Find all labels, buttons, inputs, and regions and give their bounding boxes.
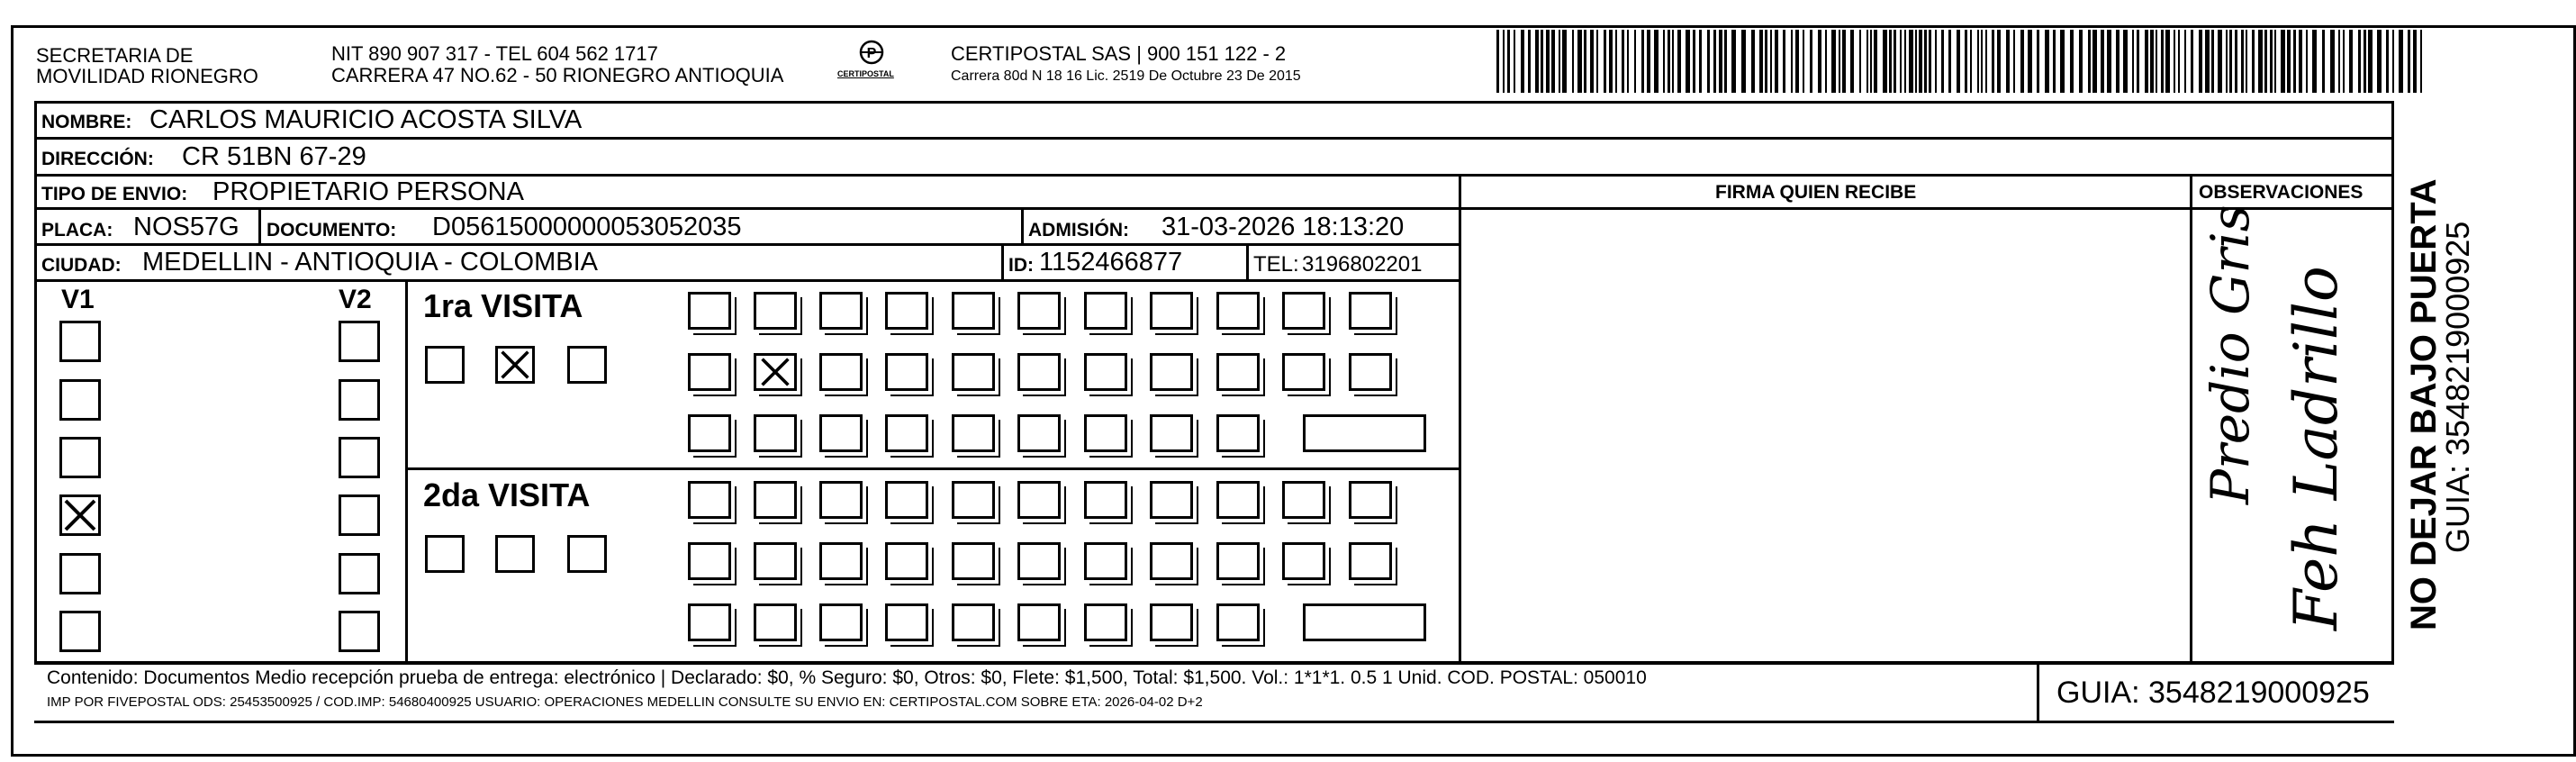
day-box[interactable] <box>1216 414 1260 452</box>
observations-column-divider <box>2190 174 2192 661</box>
admision-label: ADMISIÓN: <box>1028 220 1129 240</box>
barcode-bar <box>2088 30 2091 93</box>
barcode-bar <box>2174 30 2175 93</box>
month-checkbox[interactable] <box>425 535 465 573</box>
ciudad-label: CIUDAD: <box>41 255 122 276</box>
documento-value: D05615000000053052035 <box>432 213 742 241</box>
v1-label: V1 <box>61 285 95 314</box>
month-checkbox[interactable] <box>495 346 535 384</box>
day-box[interactable] <box>754 603 797 641</box>
header-company: CERTIPOSTAL SAS | 900 151 122 - 2 <box>951 42 1287 65</box>
observation-handwriting-2: Feh Ladrillo <box>2282 266 2351 630</box>
barcode-bar <box>2070 30 2074 93</box>
day-box[interactable] <box>885 481 928 519</box>
day-box[interactable] <box>819 481 863 519</box>
day-box[interactable] <box>688 603 731 641</box>
barcode-bar <box>1503 30 1505 93</box>
barcode-bar <box>2165 30 2170 93</box>
barcode-bar <box>1741 30 1746 93</box>
day-box[interactable] <box>1150 353 1193 391</box>
barcode-bar <box>1870 30 1872 93</box>
barcode-bar <box>2364 30 2366 93</box>
barcode-bar <box>1970 30 1972 93</box>
tel-label: TEL: <box>1253 252 1299 277</box>
barcode-bar <box>1751 30 1755 93</box>
id-label: ID: <box>1008 255 1034 276</box>
barcode-bar <box>1791 30 1793 93</box>
barcode-bar <box>2107 30 2111 93</box>
barcode-bar <box>1596 30 1598 93</box>
barcode-bar <box>1935 30 1937 93</box>
month-checkbox[interactable] <box>567 346 607 384</box>
barcode-bar <box>2116 30 2120 93</box>
barcode-bar <box>2408 30 2410 93</box>
barcode-bar <box>2293 30 2296 93</box>
barcode-bar <box>1577 30 1582 93</box>
barcode-bar <box>1965 30 1967 93</box>
barcode-bar <box>1731 30 1736 93</box>
day-box[interactable] <box>1216 353 1260 391</box>
day-box[interactable] <box>885 542 928 580</box>
observations-label: OBSERVACIONES <box>2199 182 2364 203</box>
barcode-bar <box>1584 30 1586 93</box>
visit-divider-horizontal <box>405 467 1459 470</box>
barcode-bar <box>1859 30 1861 93</box>
row-divider <box>34 137 2394 140</box>
day-box[interactable] <box>1084 414 1127 452</box>
time-box[interactable] <box>1303 414 1426 452</box>
barcode-bar <box>1507 30 1510 93</box>
strike-x-icon <box>756 356 794 388</box>
day-box[interactable] <box>754 292 797 330</box>
day-box[interactable] <box>688 353 731 391</box>
barcode-bar <box>1783 30 1785 93</box>
barcode-bar <box>1663 30 1665 93</box>
barcode-bar <box>2274 30 2276 93</box>
barcode-bar <box>1707 30 1710 93</box>
status-v2-checkbox[interactable] <box>339 494 380 536</box>
day-box[interactable] <box>1282 353 1325 391</box>
barcode-bar <box>1514 30 1515 93</box>
day-box[interactable] <box>1216 481 1260 519</box>
footer-line1: Contenido: Documentos Medio recepción prueba de entrega: electrónico | Declarado: $0, % Seguro: $0, Otros: $0, Flete: $1,500, Total: $1,500. Vol.: 1*1*1. 0.5 1 Unid. COD. POSTAL: 050010 <box>47 667 1647 688</box>
barcode-bar <box>2420 30 2422 93</box>
barcode <box>1496 30 2431 93</box>
certipostal-logo-icon <box>836 40 908 86</box>
barcode-bar <box>2178 30 2180 93</box>
barcode-bar <box>1941 30 1944 93</box>
barcode-bar <box>2037 30 2039 93</box>
barcode-bar <box>2306 30 2308 93</box>
tel-value: 3196802201 <box>1302 252 1423 277</box>
direccion-value: CR 51BN 67-29 <box>182 142 366 171</box>
side-guia: GUIA: 3548219000925 <box>2439 221 2476 553</box>
barcode-bar <box>1699 30 1702 93</box>
barcode-bar <box>2028 30 2032 93</box>
status-v2-checkbox[interactable] <box>339 379 380 421</box>
barcode-bar <box>2132 30 2134 93</box>
day-box[interactable] <box>1349 481 1392 519</box>
day-box[interactable] <box>1282 481 1325 519</box>
barcode-bar <box>2145 30 2148 93</box>
barcode-bar <box>1924 30 1927 93</box>
day-box[interactable] <box>1216 603 1260 641</box>
day-box[interactable] <box>688 414 731 452</box>
day-box[interactable] <box>1084 603 1127 641</box>
day-box[interactable] <box>1084 353 1127 391</box>
barcode-bar <box>1668 30 1670 93</box>
barcode-bar <box>2156 30 2157 93</box>
placa-value: NOS57G <box>133 213 240 241</box>
row-divider <box>34 207 1459 210</box>
barcode-bar <box>1842 30 1846 93</box>
barcode-bar <box>2330 30 2335 93</box>
barcode-bar <box>2191 30 2193 93</box>
barcode-bar <box>1546 30 1550 93</box>
day-box[interactable] <box>819 353 863 391</box>
barcode-bar <box>1609 30 1613 93</box>
barcode-bar <box>1909 30 1913 93</box>
day-box[interactable] <box>885 603 928 641</box>
barcode-bar <box>1521 30 1524 93</box>
barcode-bar <box>2092 30 2097 93</box>
barcode-bar <box>1904 30 1906 93</box>
barcode-bar <box>2281 30 2285 93</box>
day-box[interactable] <box>688 481 731 519</box>
barcode-bar <box>1818 30 1821 93</box>
barcode-bar <box>2358 30 2361 93</box>
ciudad-value: MEDELLIN - ANTIOQUIA - COLOMBIA <box>142 248 598 277</box>
barcode-bar <box>1894 30 1896 93</box>
form-bottom-line <box>34 721 2394 723</box>
day-box[interactable] <box>688 542 731 580</box>
visit1-title: 1ra VISITA <box>423 287 583 324</box>
svg-text:P: P <box>866 46 877 61</box>
barcode-bar <box>1831 30 1836 93</box>
day-box[interactable] <box>1017 292 1061 330</box>
barcode-bar <box>2150 30 2154 93</box>
barcode-bar <box>2349 30 2353 93</box>
visit-divider-vertical <box>405 279 408 661</box>
barcode-bar <box>2101 30 2104 93</box>
day-box[interactable] <box>952 542 995 580</box>
day-box[interactable] <box>819 542 863 580</box>
barcode-bar <box>2123 30 2128 93</box>
barcode-bar <box>1929 30 1931 93</box>
day-box[interactable] <box>952 353 995 391</box>
barcode-bar <box>1883 30 1887 93</box>
barcode-bar <box>2020 30 2024 93</box>
day-box[interactable] <box>1282 292 1325 330</box>
barcode-bar <box>2246 30 2247 93</box>
day-box[interactable] <box>819 603 863 641</box>
barcode-bar <box>1686 30 1690 93</box>
day-box[interactable] <box>1150 481 1193 519</box>
day-box[interactable] <box>1349 292 1392 330</box>
status-v1-checkbox[interactable] <box>59 379 101 421</box>
day-box[interactable] <box>1084 542 1127 580</box>
day-box[interactable] <box>952 292 995 330</box>
barcode-bar <box>1672 30 1674 93</box>
barcode-bar <box>1889 30 1892 93</box>
day-box[interactable] <box>1349 353 1392 391</box>
barcode-bar <box>1981 30 1983 93</box>
observation-handwriting-1: Predio Gris <box>2200 204 2261 504</box>
barcode-bar <box>2258 30 2263 93</box>
barcode-bar <box>1724 30 1727 93</box>
placa-label: PLACA: <box>41 220 113 240</box>
barcode-bar <box>2264 30 2267 93</box>
day-box[interactable] <box>754 414 797 452</box>
checked-x-icon <box>498 349 532 381</box>
day-box[interactable] <box>952 481 995 519</box>
day-box[interactable] <box>1017 481 1061 519</box>
certipostal-logo <box>836 40 908 86</box>
barcode-bar <box>2270 30 2273 93</box>
row-divider <box>34 279 1459 282</box>
v2-label: V2 <box>339 285 372 314</box>
barcode-bar <box>2079 30 2083 93</box>
barcode-bar <box>1957 30 1960 93</box>
barcode-bar <box>1590 30 1594 93</box>
header-company-sub: Carrera 80d N 18 16 Lic. 2519 De Octubre 23 De 2015 <box>951 68 1301 84</box>
day-box[interactable] <box>754 542 797 580</box>
cell-divider <box>1001 243 1004 279</box>
barcode-bar <box>1795 30 1799 93</box>
barcode-bar <box>1825 30 1827 93</box>
cell-divider <box>1021 207 1024 243</box>
header-nit: NIT 890 907 317 - TEL 604 562 1717 <box>331 42 658 65</box>
barcode-bar <box>1535 30 1539 93</box>
barcode-bar <box>2218 30 2222 93</box>
barcode-bar <box>2184 30 2186 93</box>
barcode-bar <box>1693 30 1695 93</box>
barcode-bar <box>1627 30 1629 93</box>
barcode-bar <box>2386 30 2389 93</box>
barcode-graphic <box>1496 30 2431 93</box>
header-entity-line1: SECRETARIA DE <box>36 44 194 67</box>
barcode-bar <box>1948 30 1951 93</box>
barcode-bar <box>1641 30 1644 93</box>
nombre-value: CARLOS MAURICIO ACOSTA SILVA <box>149 105 583 134</box>
barcode-bar <box>1992 30 1994 93</box>
barcode-bar <box>1850 30 1854 93</box>
barcode-bar <box>1770 30 1772 93</box>
status-v1-checkbox[interactable] <box>59 553 101 594</box>
barcode-bar <box>2312 30 2317 93</box>
day-box[interactable] <box>819 292 863 330</box>
barcode-bar <box>1765 30 1767 93</box>
barcode-bar <box>2053 30 2056 93</box>
status-v1-checkbox[interactable] <box>59 437 101 478</box>
header-address: CARRERA 47 NO.62 - 50 RIONEGRO ANTIOQUIA <box>331 64 784 86</box>
visit2-title: 2da VISITA <box>423 476 591 513</box>
barcode-bar <box>1874 30 1877 93</box>
barcode-bar <box>1839 30 1840 93</box>
day-box[interactable] <box>1150 414 1193 452</box>
barcode-bar <box>1559 30 1560 93</box>
day-box[interactable] <box>1216 292 1260 330</box>
month-checkbox[interactable] <box>425 346 465 384</box>
barcode-bar <box>2299 30 2302 93</box>
day-box[interactable] <box>688 292 731 330</box>
row-divider <box>34 243 1459 246</box>
day-box[interactable] <box>754 353 797 391</box>
barcode-bar <box>2199 30 2202 93</box>
barcode-bar <box>1915 30 1917 93</box>
barcode-bar <box>1622 30 1624 93</box>
barcode-bar <box>1528 30 1531 93</box>
barcode-bar <box>1634 30 1636 93</box>
barcode-bar <box>2205 30 2210 93</box>
tipo-envio-value: PROPIETARIO PERSONA <box>212 177 524 206</box>
day-box[interactable] <box>1017 414 1061 452</box>
barcode-bar <box>2235 30 2237 93</box>
day-box[interactable] <box>885 353 928 391</box>
barcode-bar <box>2287 30 2291 93</box>
cell-divider <box>1246 243 1249 279</box>
barcode-bar <box>2229 30 2232 93</box>
barcode-bar <box>1604 30 1606 93</box>
signature-column-divider <box>1459 174 1461 661</box>
barcode-bar <box>1541 30 1543 93</box>
barcode-bar <box>2413 30 2417 93</box>
direccion-label: DIRECCIÓN: <box>41 149 154 169</box>
barcode-bar <box>1803 30 1804 93</box>
barcode-bar <box>1647 30 1650 93</box>
barcode-bar <box>2252 30 2255 93</box>
footer-line2: IMP POR FIVEPOSTAL ODS: 25453500925 / COD.IMP: 54680400925 USUARIO: OPERACIONES MEDELLIN CONSULTE SU ENVIO EN: CERTIPOSTAL.COM SOBRE ETA: 2026-04-02 D+2 <box>47 694 1203 710</box>
tipo-envio-label: TIPO DE ENVIO: <box>41 184 188 204</box>
day-strike-mark <box>756 356 794 388</box>
day-box[interactable] <box>1349 542 1392 580</box>
barcode-bar <box>1866 30 1868 93</box>
barcode-bar <box>1719 30 1722 93</box>
barcode-bar <box>2226 30 2228 93</box>
barcode-bar <box>2392 30 2394 93</box>
barcode-bar <box>2377 30 2382 93</box>
barcode-bar <box>1654 30 1659 93</box>
status-v2-checkbox[interactable] <box>339 553 380 594</box>
barcode-bar <box>2137 30 2139 93</box>
barcode-bar <box>1810 30 1812 93</box>
day-box[interactable] <box>1216 542 1260 580</box>
barcode-bar <box>2343 30 2345 93</box>
day-box[interactable] <box>754 481 797 519</box>
barcode-bar <box>1713 30 1716 93</box>
barcode-bar <box>1496 30 1499 93</box>
barcode-bar <box>1677 30 1681 93</box>
admision-value: 31-03-2026 18:13:20 <box>1161 213 1405 241</box>
barcode-bar <box>2338 30 2340 93</box>
status-v2-checkbox[interactable] <box>339 437 380 478</box>
barcode-bar <box>1985 30 1987 93</box>
status-v1-checkbox[interactable] <box>59 321 101 362</box>
header-entity-line2: MOVILIDAD RIONEGRO <box>36 65 258 87</box>
footer-guia: GUIA: 3548219000925 <box>2056 676 2370 710</box>
day-box[interactable] <box>1017 542 1061 580</box>
barcode-bar <box>2045 30 2049 93</box>
day-box[interactable] <box>1084 292 1127 330</box>
documento-label: DOCUMENTO: <box>267 220 397 240</box>
barcode-bar <box>2368 30 2373 93</box>
barcode-bar <box>1759 30 1763 93</box>
barcode-bar <box>2060 30 2065 93</box>
certipostal-logo-text: CERTIPOSTAL <box>837 69 894 78</box>
barcode-bar <box>1551 30 1555 93</box>
checked-x-icon <box>62 497 98 533</box>
status-v1-checkbox[interactable] <box>59 611 101 652</box>
barcode-bar <box>1919 30 1922 93</box>
barcode-bar <box>1900 30 1902 93</box>
day-box[interactable] <box>1150 603 1193 641</box>
footer-divider <box>34 661 2394 664</box>
barcode-bar <box>1572 30 1574 93</box>
month-checkbox[interactable] <box>567 535 607 573</box>
day-box[interactable] <box>1084 481 1127 519</box>
barcode-bar <box>2006 30 2010 93</box>
barcode-bar <box>1615 30 1617 93</box>
barcode-bar <box>2013 30 2015 93</box>
month-checkbox[interactable] <box>495 535 535 573</box>
signature-label: FIRMA QUIEN RECIBE <box>1715 182 1917 203</box>
status-v2-checkbox[interactable] <box>339 611 380 652</box>
day-box[interactable] <box>1017 603 1061 641</box>
barcode-bar <box>2161 30 2164 93</box>
row-divider <box>34 174 2394 177</box>
barcode-bar <box>2241 30 2244 93</box>
barcode-bar <box>1997 30 2001 93</box>
barcode-bar <box>2322 30 2325 93</box>
status-v1-checkbox[interactable] <box>59 494 101 536</box>
barcode-bar <box>1562 30 1567 93</box>
barcode-bar <box>2399 30 2403 93</box>
day-box[interactable] <box>885 414 928 452</box>
status-v2-checkbox[interactable] <box>339 321 380 362</box>
day-box[interactable] <box>952 603 995 641</box>
id-value: 1152466877 <box>1039 248 1183 277</box>
day-box[interactable] <box>1150 292 1193 330</box>
day-box[interactable] <box>819 414 863 452</box>
nombre-label: NOMBRE: <box>41 112 132 132</box>
day-box[interactable] <box>952 414 995 452</box>
barcode-bar <box>2211 30 2214 93</box>
day-box[interactable] <box>1282 542 1325 580</box>
day-box[interactable] <box>1017 353 1061 391</box>
cell-divider <box>258 207 261 243</box>
day-box[interactable] <box>1150 542 1193 580</box>
barcode-bar <box>1775 30 1778 93</box>
side-title: NO DEJAR BAJO PUERTA <box>2404 178 2444 630</box>
day-box[interactable] <box>885 292 928 330</box>
barcode-bar <box>1977 30 1979 93</box>
time-box[interactable] <box>1303 603 1426 641</box>
footer-guia-divider <box>2037 661 2039 721</box>
